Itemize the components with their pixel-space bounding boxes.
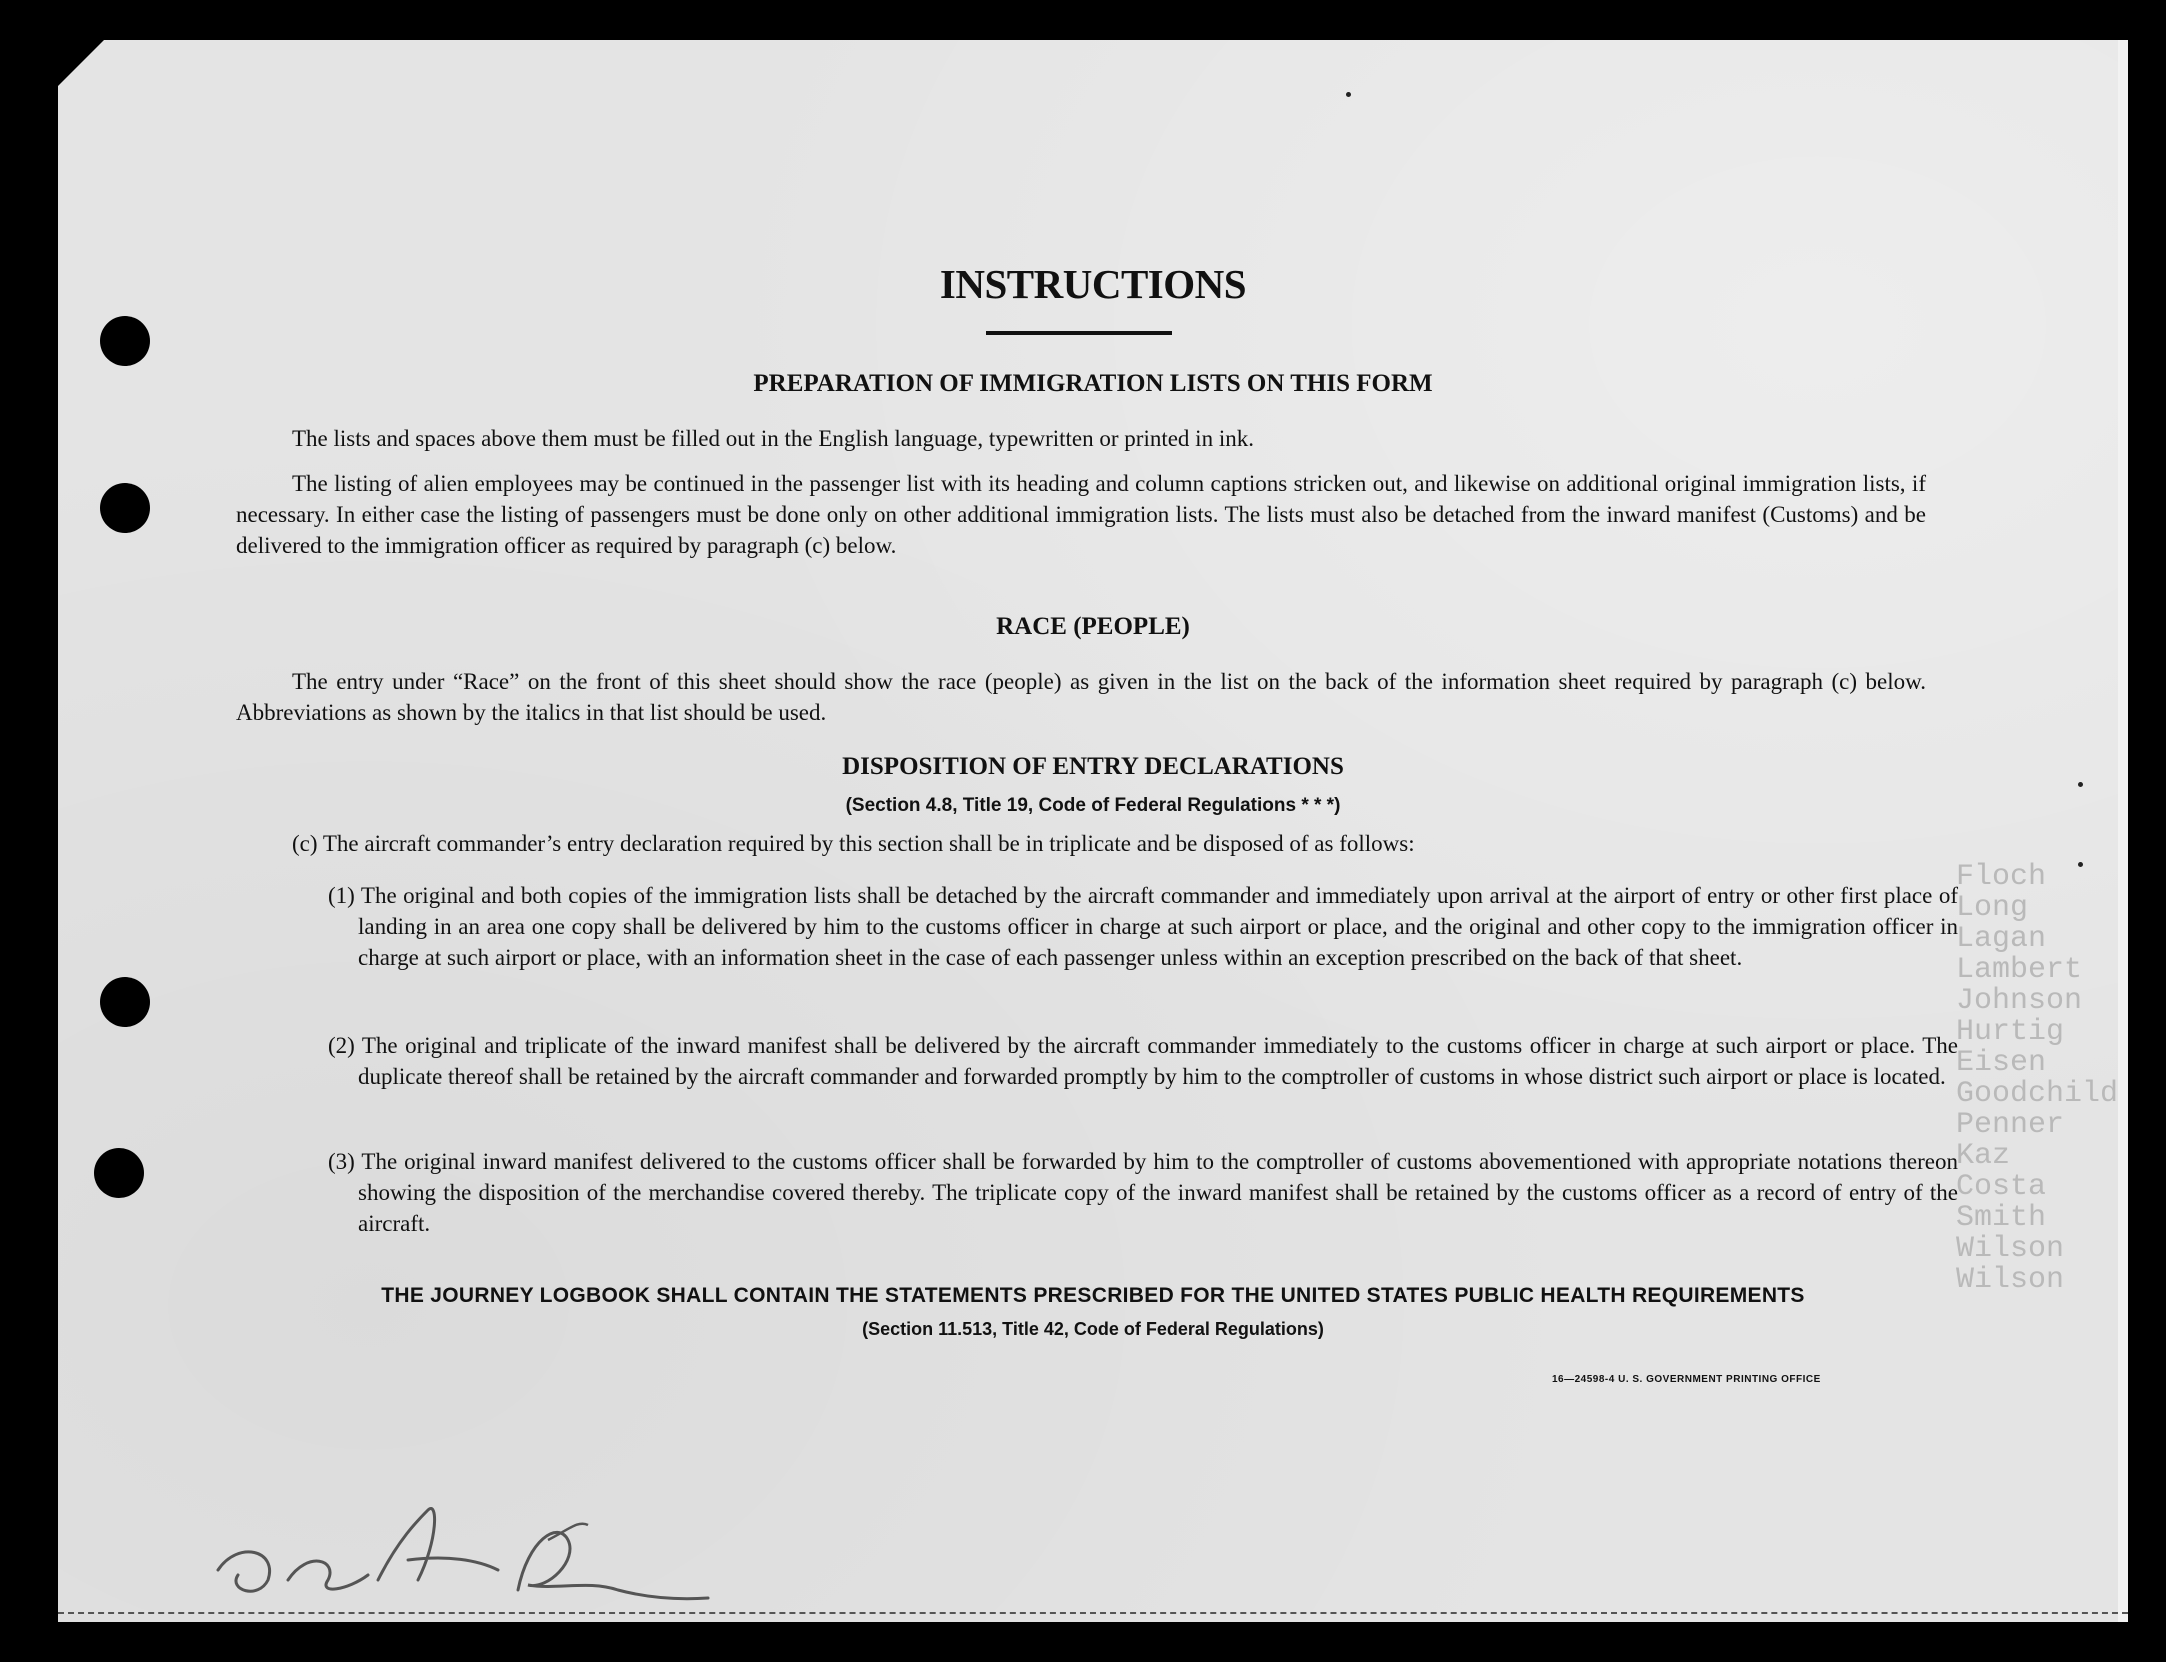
bleed-through-name: Floch: [1955, 860, 2046, 894]
instructions-content: [58, 40, 2128, 1622]
bleed-through-name: Penner: [1955, 1108, 2064, 1142]
title-underline: [986, 331, 1172, 335]
paragraph-preparation-1: The lists and spaces above them must be filled out in the English language, typewritten or printed in ink.: [292, 426, 1254, 451]
bleed-through-name: Wilson: [1955, 1263, 2064, 1297]
bleed-through-name: Kaz: [1955, 1139, 2010, 1173]
bleed-through-name: Smith: [1955, 1201, 2046, 1235]
bleed-through-name: Eisen: [1955, 1046, 2046, 1080]
list-item: (2) The original and triplicate of the inward manifest shall be delivered by the aircraft commander immediately to the customs officer in charge at such airport or place. The duplicate thereof shall be retained by the aircraft commander and forwarded promptly by him to the comptroller of customs in whose district such airport or place is located.: [328, 1033, 1958, 1089]
bleed-through-name: Lagan: [1955, 922, 2046, 956]
bleed-through-name: Johnson: [1955, 984, 2082, 1018]
handwritten-signature: [198, 1480, 718, 1622]
perforated-edge: [58, 1612, 2128, 1622]
printer-imprint: 16—24598-4 U. S. GOVERNMENT PRINTING OFFICE: [1552, 1374, 1821, 1385]
paragraph-race: The entry under “Race” on the front of this sheet should show the race (people) as given in the list on the back of the information sheet required by paragraph (c) below. Abbreviations as shown by the italics in that list should be used.: [236, 669, 1926, 725]
bleed-through-name: Lambert: [1955, 953, 2082, 987]
bleed-through-name: Hurtig: [1955, 1015, 2064, 1049]
paragraph-preparation-2: The listing of alien employees may be continued in the passenger list with its heading and column captions stricken out, and likewise on additional original immigration lists, if necessary. In either case the listing of passengers must be done only on other additional immigration lists. The lists must also be detached from the inward manifest (Customs) and be delivered to the immigration officer as required by paragraph (c) below.: [236, 471, 1926, 558]
bleed-through-name: Goodchild: [1955, 1077, 2118, 1111]
page-title: INSTRUCTIONS: [939, 261, 1247, 307]
heading-preparation: PREPARATION OF IMMIGRATION LISTS ON THIS FORM: [753, 370, 1433, 397]
paragraph-disposition-intro: (c) The aircraft commander’s entry declaration required by this section shall be in triplicate and be disposed of as follows:: [292, 831, 1415, 856]
heading-race: RACE (PEOPLE): [996, 613, 1190, 640]
footer-citation: (Section 11.513, Title 42, Code of Federal Regulations): [862, 1319, 1324, 1339]
bleed-through-name: Wilson: [1955, 1232, 2064, 1266]
heading-disposition: DISPOSITION OF ENTRY DECLARATIONS: [842, 753, 1344, 780]
document-sheet: [58, 40, 2128, 1622]
footer-statement: THE JOURNEY LOGBOOK SHALL CONTAIN THE STATEMENTS PRESCRIBED FOR THE UNITED STATES PUBLIC HEALTH REQUIREMENTS: [381, 1284, 1805, 1307]
list-item: (3) The original inward manifest delivered to the customs officer shall be forwarded by him to the comptroller of customs abovementioned with appropriate notations thereon showing the disposition of the merchandise covered thereby. The triplicate copy of the inward manifest shall be retained by the customs officer as a record of entry of the aircraft.: [328, 1149, 1958, 1236]
citation-disposition: (Section 4.8, Title 19, Code of Federal Regulations * * *): [845, 795, 1341, 816]
bleed-through-name: Costa: [1955, 1170, 2046, 1204]
bleed-through-name: Long: [1955, 891, 2028, 925]
list-item: (1) The original and both copies of the immigration lists shall be detached by the aircraft commander and immediately upon arrival at the airport of entry or other first place of landing in an area one copy shall be delivered by him to the customs officer in charge at such airport or place, and the original and other copy to the immigration officer in charge at such airport or place, with an information sheet in the case of each passenger unless within an exception prescribed on the back of that sheet.: [328, 883, 1958, 970]
